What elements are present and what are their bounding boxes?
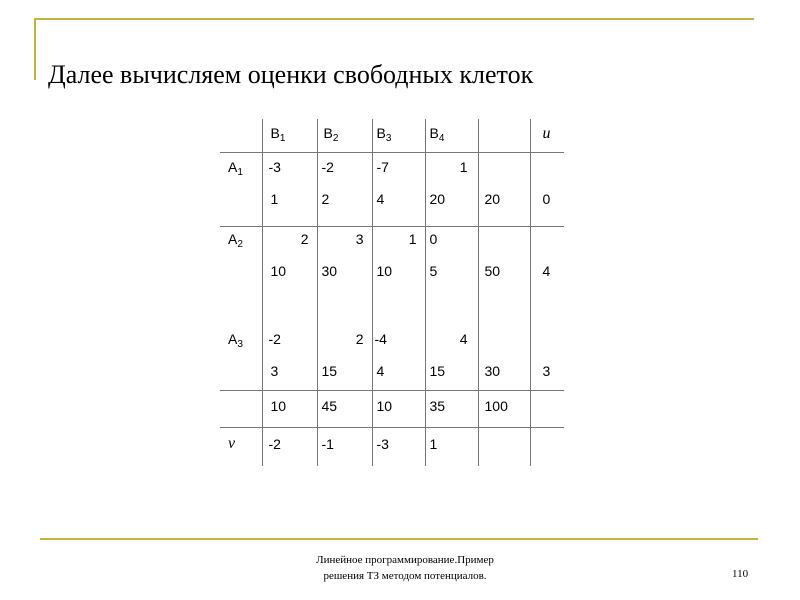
potential-u-a3: 3 (530, 286, 564, 391)
v-empty-supply (478, 428, 530, 467)
potential-v-b2: -1 (317, 428, 372, 467)
cell-a2-b4: 0 5 (425, 227, 478, 287)
v-empty-u (530, 428, 564, 467)
top-decor-rule (34, 18, 754, 20)
demand-total: 100 (478, 391, 530, 428)
supply-a2: 50 (478, 227, 530, 287)
cell-a2-b2: 3 30 (317, 227, 372, 287)
row-label-a1: $A_1$ (220, 153, 262, 227)
bottom-decor-rule (40, 538, 758, 540)
cell-a1-b2: -2 2 (317, 153, 372, 227)
left-decor-rule (34, 18, 36, 80)
cell-a2-b3: 1 10 (372, 227, 425, 287)
cell-a1-b4: 1 20 (425, 153, 478, 227)
cell-a1-b1: -3 1 (262, 153, 317, 227)
footer-line-2: решения ТЗ методом потенциалов. (323, 570, 487, 582)
potential-v-b1: -2 (262, 428, 317, 467)
supply-a3: 30 (478, 286, 530, 391)
v-label: v (220, 428, 262, 467)
header-b2: $B_2$ (317, 119, 372, 153)
potential-v-b4: 1 (425, 428, 478, 467)
potential-u-a1: 0 (530, 153, 564, 227)
cell-a3-b3: -4 4 (372, 286, 425, 391)
slide-footer (280, 552, 530, 584)
header-b1: $B_1$ (262, 119, 317, 153)
demand-b4: 35 (425, 391, 478, 428)
demand-b3: 10 (372, 391, 425, 428)
page-number: 110 (732, 568, 749, 580)
cell-a3-b4: 4 15 (425, 286, 478, 391)
supply-a1: 20 (478, 153, 530, 227)
row-label-a3: $A_3$ (220, 286, 262, 391)
cell-a3-b2: 2 15 (317, 286, 372, 391)
potential-v-b3: -3 (372, 428, 425, 467)
cell-a2-b1: 2 10 (262, 227, 317, 287)
potential-u-a2: 4 (542, 263, 551, 279)
demand-label-cell (220, 391, 262, 428)
demand-b1: 10 (262, 391, 317, 428)
demand-b2: 45 (317, 391, 372, 428)
header-b3: $B_3$ (372, 119, 425, 153)
row-label-a2: $A_2$ (220, 227, 262, 287)
corner-cell (220, 119, 262, 153)
header-b4: $B_4$ (425, 119, 478, 153)
potentials-table (220, 119, 564, 466)
slide-title: Далее вычисляем оценки свободных клеток (48, 60, 534, 89)
demand-empty (530, 391, 564, 428)
cell-a3-b1: -2 3 (262, 286, 317, 391)
header-supply (478, 119, 530, 153)
cell-a1-b3: -7 4 (372, 153, 425, 227)
header-u: u (530, 119, 564, 153)
footer-line-1: Линейное программирование.Пример (316, 554, 494, 566)
